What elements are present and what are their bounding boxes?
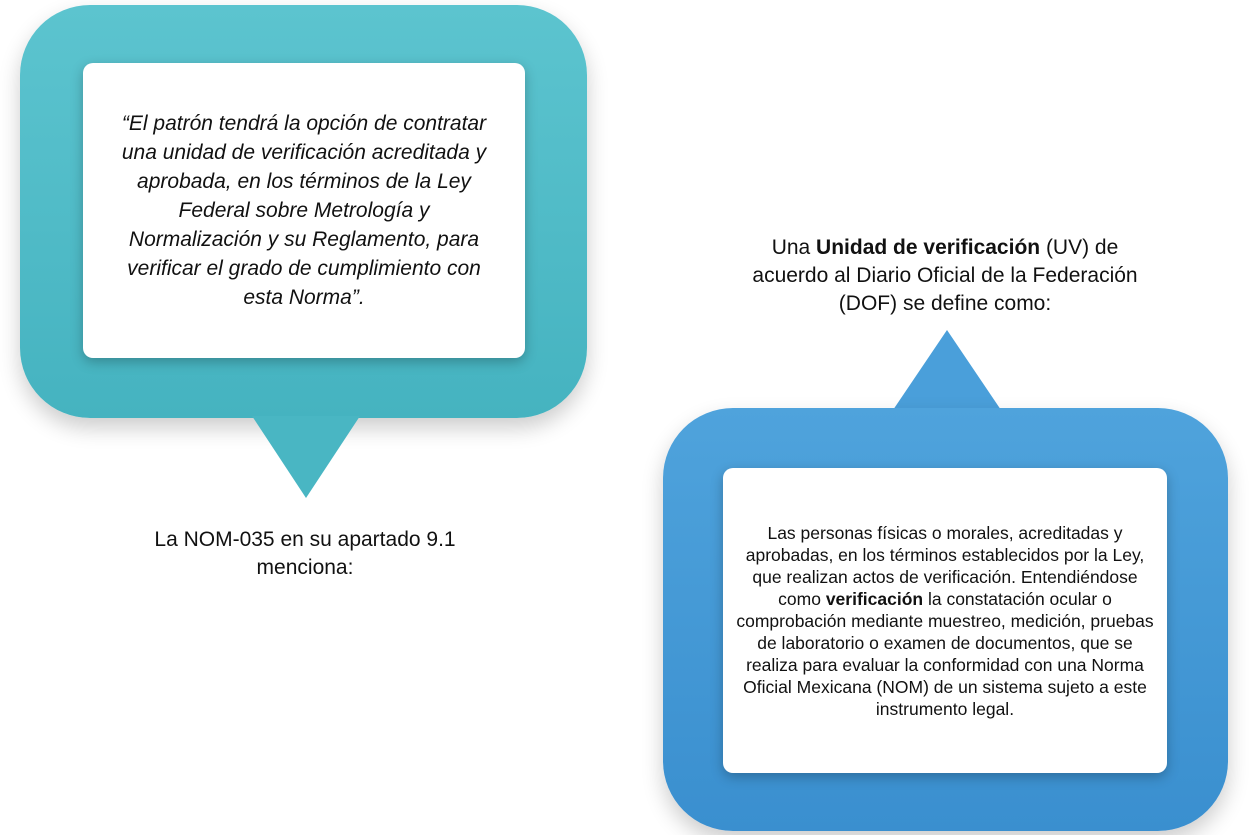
nom-035-quote: “El patrón tendrá la opción de contratar una unidad de verificación acreditada y aprobada, en los términos de la Ley Federal sobre Metrología y Normalización y su Reglamento, para verificar el grado de cumplimiento con esta Norma”. <box>121 112 487 309</box>
nom-035-caption: La NOM-035 en su apartado 9.1 menciona: <box>154 528 456 579</box>
definition-card <box>723 468 1167 773</box>
definition-part-2: la constatación ocular o comprobación mediante muestreo, medición, pruebas de laboratorio o examen de documentos, que se realiza para evaluar la conformidad con una Norma Oficial Mexicana (NOM) de un sistema sujeto a este instrumento legal. <box>736 588 1154 719</box>
teal-callout-pointer <box>252 416 360 498</box>
definition-part-1: Las personas físicas o morales, acreditadas y aprobadas, en los términos establecidos por la Ley, que realizan actos de verificación. Entendiéndose como <box>745 522 1145 609</box>
uv-caption-prefix: Una <box>771 236 817 259</box>
uv-caption <box>745 234 1145 318</box>
blue-callout-pointer <box>893 330 1001 410</box>
uv-caption-suffix: (UV) de acuerdo al Diario Oficial de la Federación (DOF) se define como: <box>752 236 1138 315</box>
uv-caption-term: Unidad de verificación <box>816 236 1041 259</box>
quote-card <box>83 63 525 358</box>
definition-term: verificación <box>825 588 924 609</box>
uv-definition <box>735 522 1155 720</box>
